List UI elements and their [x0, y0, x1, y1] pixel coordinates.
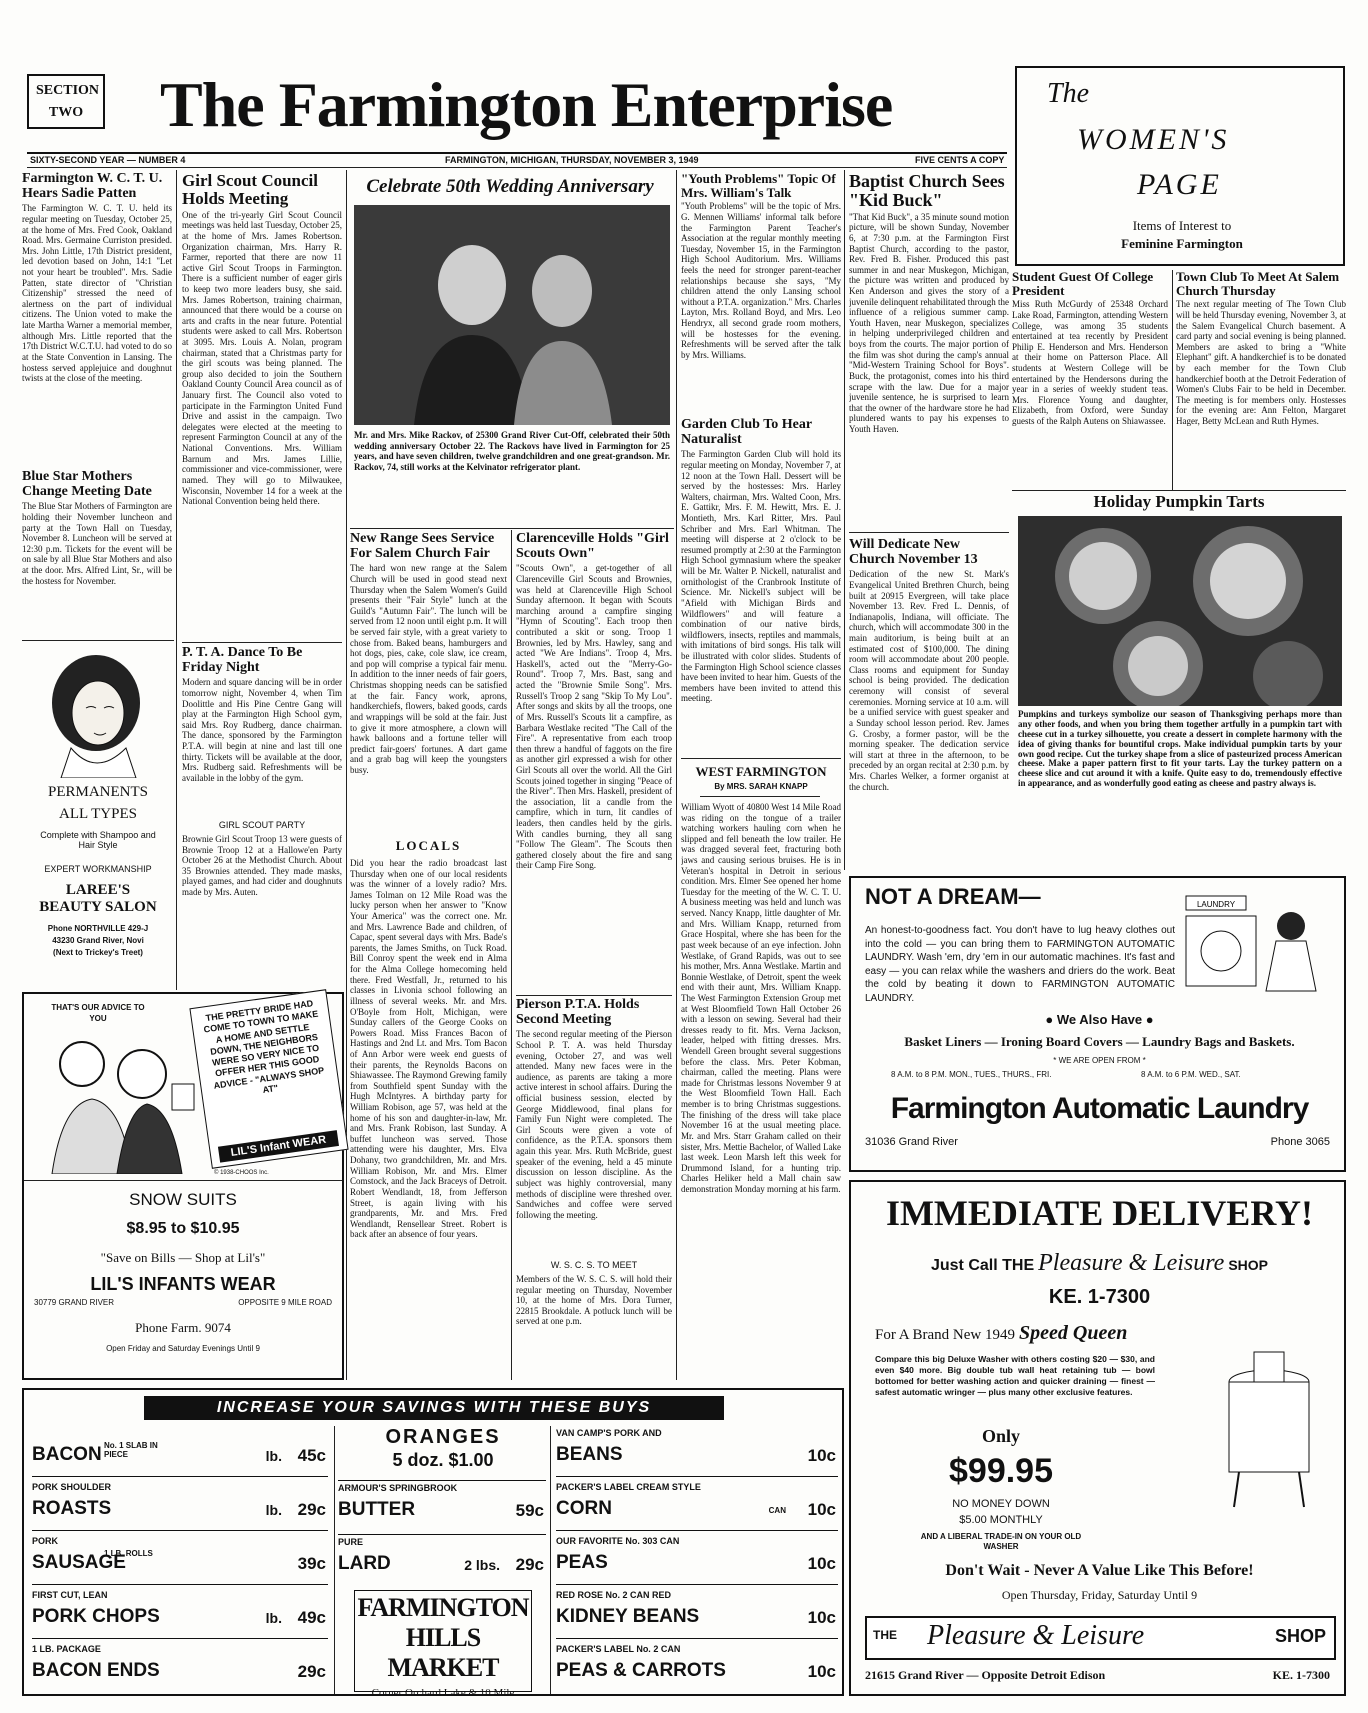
market-item-pre: OUR FAVORITE No. 303 CAN	[556, 1536, 680, 1546]
laundry-sign: LAUNDRY	[1196, 900, 1236, 909]
yp-headline: "Youth Problems" Topic Of Mrs. William's Talk	[681, 171, 836, 200]
pl-logo	[865, 1616, 1336, 1660]
bsm-headline: Blue Star Mothers Change Meeting Date	[22, 469, 152, 499]
market-item	[338, 1534, 546, 1585]
laundry-hours1: 8 A.M. to 8 P.M. MON., TUES., THURS., FRI.	[891, 1070, 1052, 1079]
market-item-name: BACON	[32, 1444, 102, 1465]
market-item-price: 29c	[297, 1662, 326, 1681]
market-item-price: 59c	[515, 1501, 544, 1520]
kb-headline: Baptist Church Sees "Kid Buck"	[849, 171, 1005, 210]
market-ad	[22, 1388, 844, 1699]
market-item	[556, 1588, 838, 1639]
market-item-name: BEANS	[556, 1444, 623, 1465]
market-item-name: ROASTS	[32, 1498, 112, 1519]
ad-expert: EXPERT WORKMANSHIP	[44, 864, 152, 874]
market-item-unit: lb.	[265, 1610, 282, 1626]
ded-headline: Will Dedicate New Church November 13	[849, 537, 978, 567]
ccgs-headline: Clarenceville Holds "Girl Scouts Own"	[516, 531, 669, 561]
lils-poster-text: THE PRETTY BRIDE HAD COME TO TOWN TO MAKE A HOME AND SETTLE DOWN, THE NEIGHBORS WERE SO VERY NICE TO OFFER HER THIS GOOD ADVICE - "ALWAYS SHOP AT"	[203, 998, 325, 1095]
pl-only: Only	[981, 1426, 1020, 1446]
lils-save: "Save on Bills — Shop at Lil's"	[100, 1250, 266, 1265]
wf-headline: WEST FARMINGTON	[695, 764, 827, 779]
market-item-pre: PACKER'S LABEL CREAM STYLE	[556, 1482, 701, 1492]
locals-body: Did you hear the radio broadcast last Thursday when one of our local residents was the winner of a lovely radio? Mrs. James Tolman on 12 Mile Road was the lucky person when her answer to "Know Your America" was the correct one. Mr. and Mrs. Lawrence Bade and children, of Capac, spent several days with Mrs. Bade's parents, the James Smiths, on Tuck Road. Bill Conroy spent the week end in Alma for the Alma College homecoming held there. Fred Westfall, Jr., returned to his classes in Livonia school following an illness of several weeks. Mr. and Mrs. O'Boyle from Holt, Michigan, were Sunday callers of the George Cooks on Powers Road. Miss Frances Bacon of Hastings and 2nd Lt. and Mrs. Tom Bacon of Ann Arbor were week end guests of their parents, the Reynolds Bacons on Shiawassee. The Raymond Grewing family from Southfield spent Sunday with the Hugh McIntyres. A birthday party for William Robison, age 57, was held at the home of his son and daughter-in-law, Mr. and Mrs. Frank Robison, last Sunday. A buffet luncheon was served. Those attending were his daughter, Mrs. Elva Dohany, two grandchildren, Mr. and Mrs. William Robison, Mr. and Mrs. Elmer Comstock, and the Jack Braceys of Detroit. Robert Wendlandt, 18, from Jefferson Street, is again living with his grandparents, Mr. and Mrs. Fred Wendlandt, Rensellear Street. Robert is back after an absence of four years.	[350, 858, 507, 1240]
market-item-pre: PORK SHOULDER	[32, 1482, 112, 1492]
price: FIVE CENTS A COPY	[915, 155, 1005, 165]
market-item-name: PEAS	[556, 1552, 608, 1573]
pl-open: Open Thursday, Friday, Saturday Until 9	[1001, 1588, 1198, 1602]
lils-phone: Phone Farm. 9074	[135, 1320, 231, 1335]
ad-salon: LAREE'S BEAUTY SALON	[39, 882, 157, 915]
lils-open: Open Friday and Saturday Evenings Until 9	[106, 1344, 260, 1353]
locals-headline: LOCALS	[395, 838, 462, 853]
market-item-price: 10c	[807, 1500, 836, 1519]
market-item-name: CORN	[556, 1498, 612, 1519]
bsm-body: The Blue Star Mothers of Farmington are holding their November luncheon and party at the Town Hall on Tuesday, November 8. Luncheon will be served at 12:30 p.m. Tickets for the event will be on sale by all Blue Star Mothers and also at the door. Mrs. Alfred Lint, Sr., will be the hostess for November.	[22, 501, 172, 586]
laundry-headline: NOT A DREAM—	[865, 884, 1041, 909]
section-label: SECTION TWO	[36, 83, 100, 120]
pl-shop-name: Pleasure & Leisure	[1038, 1250, 1225, 1276]
market-item-name: LARD	[338, 1553, 391, 1574]
range-headline: New Range Sees Service For Salem Church Fair	[350, 531, 495, 561]
lils-copyright: © 1938-CHOOS Inc.	[214, 1170, 269, 1176]
market-item-pre: ARMOUR'S SPRINGBROOK	[338, 1483, 458, 1493]
market-item-pre: 1 LB. PACKAGE	[32, 1644, 101, 1654]
newspaper-title: The Farmington Enterprise	[160, 69, 893, 140]
pta-body: Modern and square dancing will be in order tomorrow night, November 4, when Tim Doolittle and His Pine Centre Gang will play at the Farmington High School gym, said Mrs. Roy Rudberg, dance chairman. The dance, sponsored by the Farmington P.T.A. will begin at nine and last till one thirty. Tickets will be available at the door, Mrs. Rudberg said. Refreshments will be available in the lobby of the gym.	[182, 677, 342, 783]
pl-trade: AND A LIBERAL TRADE-IN ON YOUR OLD WASHER	[920, 1532, 1082, 1552]
market-item-name: BACON ENDS	[32, 1660, 160, 1681]
sg-article	[1012, 270, 1168, 479]
market-item-note: 1 LB. ROLLS	[104, 1549, 153, 1558]
pl-price: $99.95	[949, 1452, 1053, 1490]
gc-article	[681, 418, 841, 751]
market-item-price: 10c	[807, 1554, 836, 1573]
pl-logo-name: Pleasure & Leisure	[927, 1620, 1145, 1651]
lils-snow: SNOW SUITS	[129, 1190, 237, 1209]
ad-complete: Complete with Shampoo and Hair Style	[40, 830, 156, 850]
market-item	[556, 1642, 838, 1692]
pl-just-call-line: Just Call THE Pleasure & Leisure SHOP	[930, 1250, 1269, 1276]
anniversary-photo	[354, 205, 670, 425]
kb-article	[849, 172, 1009, 524]
gsp-article	[182, 820, 342, 916]
market-item-name: PEAS & CARROTS	[556, 1660, 726, 1681]
section-box	[27, 74, 105, 129]
pl-no-money: NO MONEY DOWN	[952, 1498, 1050, 1510]
bsm-article	[22, 470, 172, 623]
market-item-price: 10c	[807, 1608, 836, 1627]
gsp-body: Brownie Girl Scout Troop 13 were guests of Brownie Troop 12 at a Hallowe'en Party October 26 at the Methodist Church. About 35 Brownies attended. They made masks, played games, and had cider and doughnuts made by Mrs. Auten.	[182, 834, 342, 898]
lils-bubble: THAT'S OUR ADVICE TO YOU	[51, 1003, 145, 1024]
market-item-price: 10c	[807, 1662, 836, 1681]
womens-title-page: PAGE	[1137, 168, 1222, 201]
market-item-note: No. 1 SLAB IN PIECE	[104, 1441, 158, 1459]
wf-body: William Wyott of 40800 West 14 Mile Road was riding on the tongue of a trailer watching workers hauling corn when he slipped and fell beneath the low trailer. He was dragged several feet, fracturing both jaws and causing serious bruises. He is in Veteran's hospital in Detroit in serious condition. Mrs. Elmer See opened her home Tuesday for the meeting of the W. C. T. U. A business meeting was held and lunch was served. Nancy Knapp, little daughter of Mr. and Mrs. William Knapp, returned from Grace Hospital, where she has been for the past week because of an eye infection. John Westlake, of Grand Rapids, was out to see his mother, Mrs. Anna Westlake. Martin and Bonnie Westlake, of Detroit, spent the week end with their aunt, Mrs. William Knapp. The West Farmington Extension Group met at West Bloomfield Town Hall October 26 with a lesson on sewing. Several had their dresses ready to fit. Mrs. Verna Jackson, leader, helped with fitting dresses. Mrs. Wendell Green brought several suggestions before the class. Mrs. Peter Kobman, chairman, called the meeting. Plans were made for Christmas lessons November 9 at the West Bloomfield Town Hall. Each member is to bring Christmas suggestions. The finishing of the dress will take place November 16 at the usual meeting place. Mr. and Mrs. Starr Graham called on their sister, Mrs. Mettie Bachelor, of Walled Lake last week. Leon Marsh left this week for Drummond Island, for a hunting trip. Charles Heliker held a Mall chain saw demonstration Monday morning at his farm.	[681, 802, 841, 1194]
pierson-article	[516, 998, 672, 1241]
tc-body: The next regular meeting of The Town Club will be held Thursday evening, November 3, at the Salem Evangelical Church basement. A card party and social evening is being planned. Members are asked to bring a "White Elephant" gift. A handkerchief is to be donated by each member for the Town Club handkerchief booth at the Detroit Federation of Women's Clubs Fair to be held in December. The meeting is for members only. Hostesses for the evening are: Ann Felton, Margaret Hager, Betty McLean and Ruth Hymes.	[1176, 299, 1346, 426]
pierson-headline: Pierson P.T.A. Holds Second Meeting	[516, 997, 640, 1027]
market-item	[556, 1480, 838, 1531]
market-item-pre: FIRST CUT, LEAN	[32, 1590, 108, 1600]
yp-article	[681, 172, 841, 431]
gc-headline: Garden Club To Hear Naturalist	[681, 417, 812, 447]
wscs-headline: W. S. C. S. TO MEET	[550, 1260, 638, 1270]
market-item-unit: lb.	[265, 1502, 282, 1518]
oranges: ORANGES	[385, 1426, 501, 1448]
store-name-2: HILLS MARKET	[387, 1623, 499, 1682]
market-item-price: 29c	[297, 1500, 326, 1519]
market-item-pre: PURE	[338, 1537, 364, 1547]
wctu-body: The Farmington W. C. T. U. held its regular meeting on Tuesday, October 25, at the home of Mrs. Fred Cook, Oakland Road. Mrs. Germaine Curriston presided. Mrs. John Little, 17th District president, led devotion based on John, 14:1 "Let not your heart be troubled". Mrs. Sadie Patten, state director of "Christian Citizenship" stressed the need of alertness on the part of individual citizens. The Union voted to make the late Martha Warner a memorial member, although Mrs. Little reported that the 17th District W.C.T.U. had voted to do so at the State Convention in Lansing. The hostess served applejuice and doughnut twists at the close of the meeting.	[22, 203, 172, 384]
tc-article	[1176, 270, 1346, 479]
tc-headline: Town Club To Meet At Salem Church Thursday	[1176, 269, 1340, 298]
anniv-caption: Mr. and Mrs. Mike Rackov, of 25300 Grand River Cut-Off, celebrated their 50th wedding anniversary October 22. The Rackovs have lived in Farmington for 25 years, and have seven children, twelve grandchildren and one great-grandson. Mr. Rackov, 74, still works at the Kelvinator refrigerator plant.	[354, 430, 670, 472]
laundry-phone: Phone 3065	[1270, 1136, 1330, 1148]
market-item-price: 45c	[297, 1446, 326, 1465]
womens-the: The	[1047, 78, 1089, 109]
oranges-price: 5 doz. $1.00	[392, 1450, 494, 1470]
laundry-open: * WE ARE OPEN FROM *	[1053, 1056, 1146, 1065]
ad-address: 43230 Grand River, Novi	[52, 936, 144, 945]
wscs-article	[516, 1260, 672, 1346]
range-article	[350, 532, 507, 827]
laundry-hours2: 8 A.M. to 6 P.M. WED., SAT.	[1141, 1070, 1241, 1079]
market-item-price: 29c	[515, 1555, 544, 1574]
ad-phone: Phone NORTHVILLE 429-J	[47, 924, 149, 933]
laundry-ad	[849, 876, 1346, 1172]
lils-poster-logo: LIL'S Infant WEAR	[218, 1130, 339, 1163]
ad-next: (Next to Trickey's Treet)	[53, 948, 143, 957]
market-item	[32, 1480, 328, 1531]
ded-body: Dedication of the new St. Mark's Evangelical United Brethren Church, being built at 20915 Evergreen, will take place November 13. Rev. Fred L. Dennis, of Indianapolis, Indiana, will officiate. The church, which will accommodate 300 in the main auditorium, is being built at an estimated cost of $100,000. The dining room will accommodate about 200 people. Class rooms and equipment for Sunday school is being provided. The dedication ceremony will consist of several ceremonies. Morning service at 10 a.m. will be a unified service with guest speaker and a Sunday school lesson period. Rev. James G. Crosby, a former pastor, will be the morning speaker. The dedication service will start at three in the afternoon, to be preceded by an organ recital at 2:30 p.m. by Mrs. Charles Welker, a former organist at the church.	[849, 569, 1009, 792]
market-banner: INCREASE YOUR SAVINGS WITH THESE BUYS	[144, 1396, 724, 1420]
cartoon-women-illustration	[32, 1024, 202, 1174]
market-item	[32, 1588, 328, 1639]
market-item	[556, 1426, 838, 1477]
ccgs-body: "Scouts Own", a get-together of all Clarenceville Girl Scouts and Brownies, was held at Clarenceville High School Sunday afternoon. It began with Scouts marching around a campfire singing "Hymn of Scouting". Each troop then contributed a skit or song. Troop 1 Brownies, led by Mrs. Hawley, sang and acted "We Are Indians". Troop 4, Mrs. Haskell's, acted out the "Merry-Go-Round". Troop 7, Mrs. Bast, sang and acted the "Brownie Smile Song". Mrs. Russell's Troop 2 sang "Skip To My Lou". After songs and skits by all the troops, one of Mrs. Russell's Scouts lit a campfire, as Barbara Westlake recited "The Call of the Fire". A representative from each troop then threw a handful of faggots on the fire as another girl expressed a wish for other Girl Scouts all over the world. All the Girl Scouts joined together in singing "Peace of the River". Then Mrs. Haskell, president of the association, lit a candle from the campfire, which in turn, lit candles of leaders, then candles held by the girls. With candles burning, they all sang "Follow The Gleam". The Scouts then gathered closely about the fire and sang their Camp Fire Song.	[516, 563, 672, 871]
market-item	[556, 1534, 838, 1585]
wctu-article	[22, 172, 172, 467]
market-item-unit: lb.	[265, 1448, 282, 1464]
market-item-name: SAUSAGE	[32, 1552, 126, 1573]
range-body: The hard won new range at the Salem Church will be used in good stead next Thursday when the Salem Women's Guild presents their "Fair Style" lunch at the Guild's "Autumn Fair". The lunch will be served from 12 noon until eight p.m. It will be served fair style, with a great variety to chose from. Baked beans, hamburgers and hot dogs, pies, cake, cole slaw, ice cream, and pop will comprise a typical fair menu. In addition to the inner needs of fair goers, Christmas shopping needs can be satisfied at the fair. Fancy work, aprons, handkerchiefs, flowers, baked goods, cards and wrappings will be sold at the fair. Just to give it more atmosphere, a clown will hawk balloons and a fortune teller will predict fair-goers' fortunes. A dart game and a grab bag will keep the youngsters busy.	[350, 563, 507, 775]
ad-permanents: PERMANENTS	[47, 784, 148, 800]
couple-silhouette	[354, 205, 670, 425]
pl-product: Speed Queen	[1019, 1322, 1128, 1344]
wf-byline: By MRS. SARAH KNAPP	[714, 782, 808, 791]
tarts-photo	[1018, 516, 1342, 706]
market-item-pre: RED ROSE No. 2 CAN RED	[556, 1590, 672, 1600]
year-number: SIXTY-SECOND YEAR — NUMBER 4	[30, 155, 186, 165]
market-item-unit: 2 lbs.	[464, 1557, 500, 1573]
pl-logo-the: THE	[873, 1628, 897, 1642]
lils-opposite: OPPOSITE 9 MILE ROAD	[238, 1298, 332, 1307]
gsc-body: One of the tri-yearly Girl Scout Council meetings was held last Tuesday, October 25, at the home of Mrs. James Robertson. Organization chairman, Mrs. Harry R. Farmer, reported that there are now 11 active Girl Scout Troops in Farmington. There is a sufficient number of eager girls to keep two more leaders busy, she said. Mrs. James Robertson, training chairman, announced that there would be a course on arts and crafts in the near future. Potential students were asked to call Mrs. Robertson at 3095. Mrs. Louis A. Nolan, program chairman, stated that a Christmas party for the girl scouts was being planned. The group also decided to join the Southern Oakland County Council Area council as of January first. The Council also voted to participate in the Farmington United Fund Drive and assist in the campaign. Two delegates were elected at the meeting to represent Farmington Council at any of the National Conventions. Mrs. William Barnum and Mrs. James Lillie, commissioner and vice-commissioner, were named. They will go to Milwaukee, Wisconsin, November 14 for a week at the National Convention being held there.	[182, 209, 342, 507]
market-item-name: BUTTER	[338, 1499, 416, 1520]
market-item-pre: PORK	[32, 1536, 59, 1546]
gsc-headline: Girl Scout Council Holds Meeting	[182, 171, 319, 208]
lils-price: $8.95 to $10.95	[126, 1220, 240, 1237]
pta-headline: P. T. A. Dance To Be Friday Night	[182, 645, 303, 675]
lils-poster	[189, 989, 348, 1169]
gsc-article	[182, 172, 342, 607]
pl-monthly: $5.00 MONTHLY	[959, 1514, 1043, 1526]
pl-headline: IMMEDIATE DELIVERY!	[885, 1193, 1314, 1233]
ded-article	[849, 538, 1009, 871]
womens-title: WOMEN'S	[1077, 123, 1230, 156]
pl-logo-shop: SHOP	[1274, 1626, 1326, 1646]
market-item-name: PORK CHOPS	[32, 1606, 160, 1627]
tarts-headline: Holiday Pumpkin Tarts	[1093, 492, 1265, 511]
market-item-price: 39c	[297, 1554, 326, 1573]
wctu-headline: Farmington W. C. T. U. Hears Sadie Patten	[22, 171, 163, 201]
wscs-body: Members of the W. S. C. S. will hold their regular meeting on Thursday, November 10, at the home of Mrs. Dora Turner, 22815 Brookdale. A potluck lunch will be served at one p.m.	[516, 1274, 672, 1327]
laundry-address: 31036 Grand River	[865, 1136, 958, 1148]
sg-headline: Student Guest Of College President	[1012, 269, 1154, 298]
yp-body: "Youth Problems" will be the topic of Mrs. G. Mennen Williams' informal talk before the Farmington Parent Teacher's Association at the regular monthly meeting Tuesday, November 15, in the Farmington High School Auditorium. Mrs. Williams feels the need for stronger parent-teacher relationships because she says, "My children attend the only Lansing school without a P.T.A. organization." Mrs. Charles Layton, Mrs. Rolland Boyd, and Mrs. Leo Hendryx, all second grade room mothers, will be hostesses for the evening. Refreshments will be served after the talk by Mrs. Williams.	[681, 201, 841, 360]
laundry-body: An honest-to-goodness fact. You don't have to lug heavy clothes out into the cold — you can bring them to FARMINGTON AUTOMATIC LAUNDRY. Wash 'em, dry 'em in our automatic machines. It's fast and easy — you can relax while the washers and driers do the work. Beat the cold by beating it down to FARMINGTON AUTOMATIC LAUNDRY.	[865, 925, 1175, 1004]
market-item	[338, 1480, 546, 1531]
market-item-price: 49c	[297, 1608, 326, 1627]
ccgs-article	[516, 532, 672, 993]
market-item-name: KIDNEY BEANS	[556, 1606, 700, 1627]
womens-page-box	[1015, 66, 1345, 266]
pumpkin-tarts-image	[1018, 516, 1342, 706]
lils-ad	[22, 992, 344, 1380]
store-address: Corner Orchard Lake & 10 Mile	[371, 1687, 515, 1699]
market-item	[32, 1426, 328, 1477]
store-name-1: FARMINGTON	[357, 1593, 529, 1622]
beauty-salon-ad	[22, 646, 174, 986]
pl-phone2: KE. 1-7300	[1272, 1668, 1330, 1682]
pl-address: 21615 Grand River — Opposite Detroit Edison	[865, 1668, 1106, 1682]
tarts-caption: Pumpkins and turkeys symbolize our season of Thanksgiving perhaps more than any other foods, and when you bring them together artfully in a pumpkin tart with cheese cut in a turkey silhouette, you create a dessert in complete harmony with the idea of giving thanks for bountiful crops. Make individual pumpkin tarts by your own good recipe. Cut the turkey shape from a slice of pasteurized process American cheese. Make a paper pattern first to fit your tarts. Lay the turkey pattern on a cheese slice and cut around it with a knife. Quite easy to do, tremendously effective in appearance, and as wonderfully good eating as cheese and pastry always is.	[1018, 710, 1342, 789]
market-item-pre: VAN CAMP'S PORK AND	[556, 1428, 662, 1438]
market-item	[32, 1534, 328, 1585]
market-item-price: 10c	[807, 1446, 836, 1465]
gsp-headline: GIRL SCOUT PARTY	[218, 820, 306, 830]
womens-sub1: Items of Interest to	[1132, 218, 1232, 233]
gc-body: The Farmington Garden Club will hold its regular meeting on Monday, November 7, at 12 noon at the Town Hall. Dessert will be served by the hostesses: Mrs. Harley Walters, chairman, Mrs. Walted Coon, Mrs. E. Gattikr, Mrs. F. M. Hewitt, Mrs. E. J. Montieth, Mrs. Karl Ritter, Mrs. Paul Schriber and Mrs. Earl Whitman. The meeting will disperse at 2 o'clock to be resumed promptly at 2:30 at the Farmington High School gymnasium where the speaker will be Mr. Walter P. Nickell, naturalist and ornithologist of the Cranbrook Institute of Science. Mr. Nickell's subject will be "Afield with Michigan Birds and Wildflowers" and will feature a combination of our native birds, wildflowers, insects, reptiles and mammals, with imitations of bird songs. His talk will be illustrated with color slides. Students of the Farmington High School science classes have been invited to hear him. Guests of the members have been invited to attend this meeting.	[681, 449, 841, 704]
lils-name: LIL'S INFANTS WEAR	[90, 1274, 276, 1294]
market-item-pre: PACKER'S LABEL No. 2 CAN	[556, 1644, 681, 1654]
laundry-services: Basket Liners — Ironing Board Covers — Laundry Bags and Baskets.	[904, 1034, 1295, 1049]
sg-body: Miss Ruth McGurdy of 25348 Orchard Lake Road, Farmington, attending Western College, was among 35 students entertained at tea recently by President Philip E. Henderson and Mrs. Henderson at their home on Patterson Place. All students at Western College will be entertained by the Hendersons during the year in a series of weekly student teas. Mrs. Florence Young and daughter, Elizabeth, from Oxford, were Sunday guests of the Ralph Autens on Shiawassee.	[1012, 299, 1168, 426]
market-item-note: CAN	[768, 1506, 786, 1515]
womens-sub2: Feminine Farmington	[1121, 236, 1243, 251]
washer-illustration	[1214, 1332, 1324, 1512]
pl-brand-line: For A Brand New 1949 Speed Queen	[875, 1322, 1128, 1344]
market-item	[32, 1642, 328, 1692]
pl-dont-wait: Don't Wait - Never A Value Like This Before!	[945, 1562, 1254, 1579]
pta-article	[182, 646, 342, 811]
lils-address: 30779 GRAND RIVER	[34, 1298, 115, 1307]
anniv-headline: Celebrate 50th Wedding Anniversary	[366, 176, 654, 197]
laundry-woman-illustration	[1166, 886, 1336, 996]
woman-illustration	[36, 648, 156, 778]
laundry-also: ● We Also Have ●	[1045, 1012, 1154, 1027]
market-store	[354, 1590, 532, 1699]
laundry-name: Farmington Automatic Laundry	[890, 1092, 1309, 1125]
ad-all-types: ALL TYPES	[59, 806, 137, 822]
dateline: FARMINGTON, MICHIGAN, THURSDAY, NOVEMBER 3, 1949	[445, 155, 699, 165]
kb-body: "That Kid Buck", a 35 minute sound motion picture, will be shown Sunday, November 6, at 7:30 p.m. at the Farmington First Baptist Church, according to the pastor, Rev. Fred B. Fisher. Produced this past summer in and near Muskegon, Michigan, the picture was written and produced by Ken Anderson and gives the story of a juvenile delinquent rehabilitated through the influence of a religious summer camp. Youth Haven, near Muskegon, specializes in helping underprivileged children and boys from the courts. The major portion of the film was shot during the camp's annual "Mid-Western Training School for Boys". Buck, the protagonist, comes into his third scrape with the law. Due for a major juvenile sentence, he is surprised to learn that the owner of the hardware store he had plundered wants to pay his expenses to Youth Haven.	[849, 211, 1009, 434]
pierson-body: The second regular meeting of the Pierson School P. T. A. was held Thursday evening, October 27, and was well attended. Many new faces were in the audience, as parents are taking a more active interest in school affairs. During the official business session, elected by George Middlewood, final plans for Family Fun Night were completed. The Girl Scouts were given a vote of confidence, as the P.T.A. sponsors them again this year. Mrs. Ruth McBride, guest speaker of the evening, held a 45 minute discussion on lesson discipline. As the subject was highly controversial, many methods of discipline were threshed over. Sandwiches and coffee were served following the meeting.	[516, 1029, 672, 1220]
pl-phone: KE. 1-7300	[1048, 1286, 1151, 1308]
pleasure-leisure-ad	[849, 1180, 1346, 1696]
pl-body: Compare this big Deluxe Washer with others costing $20 — $30, and even $40 more. Big double tub wall heat retaining tub — bowl bottomed for better washing action and quicker draining — finest — safest automatic wringer — plus many other exclusive features.	[875, 1354, 1155, 1398]
